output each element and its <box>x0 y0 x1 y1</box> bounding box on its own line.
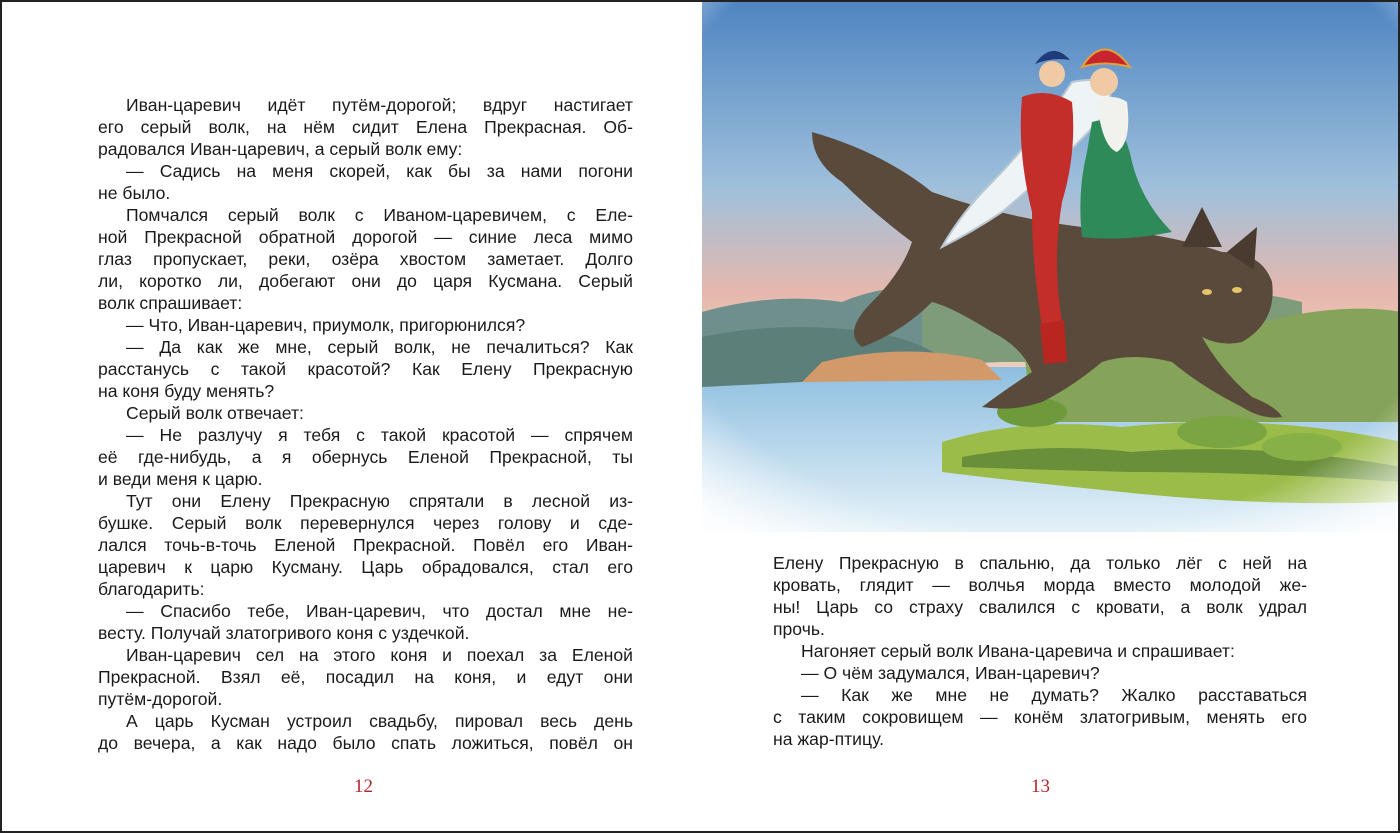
text-line: на жар-птицу. <box>773 729 884 749</box>
wolf-carrying-ivan-and-elena-illustration <box>702 2 1400 532</box>
text-line: Иван-царевич идёт путём-дорогой; вдруг настигает <box>126 95 633 115</box>
text-line: не было. <box>98 183 171 203</box>
text-line: Нагоняет серый волк Ивана-царевича и спрашивает: <box>801 641 1235 661</box>
text-line: — Как же мне не думать? Жалко расставаться <box>801 685 1307 705</box>
text-line: волк спрашивает: <box>98 293 243 313</box>
right-page-text <box>773 552 1307 750</box>
text-line: с таким сокровищем — конём златогривым, менять его <box>773 707 1307 727</box>
text-line: царевич к царю Кусману. Царь обрадовался, стал его <box>98 557 633 577</box>
text-line: — Не разлучу я тебя с такой красотой — спрячем <box>126 425 633 445</box>
text-line: кровать, глядит — волчья морда вместо молодой же- <box>773 575 1307 595</box>
text-line: лался точь-в-точь Еленой Прекрасной. Повёл его Иван- <box>98 535 633 555</box>
text-line: — Спасибо тебе, Иван-царевич, что достал мне не- <box>126 601 633 621</box>
text-line: Прекрасной. Взял её, посадил на коня, и едут они <box>98 667 633 687</box>
text-line: глаз пропускает, реки, озёра хвостом заметает. Долго <box>98 249 633 269</box>
text-line: путём-дорогой. <box>98 689 223 709</box>
text-line: благодарить: <box>98 579 205 599</box>
text-line: прочь. <box>773 619 825 639</box>
text-line: А царь Кусман устроил свадьбу, пировал весь день <box>126 711 633 731</box>
text-line: её где-нибудь, а я обернусь Еленой Прекрасной, ты <box>98 447 633 467</box>
text-line: Помчался серый волк с Иваном-царевичем, с Еле- <box>126 205 633 225</box>
text-line: до вечера, а как надо было спать ложиться, повёл он <box>98 733 633 753</box>
text-line: его серый волк, на нём сидит Елена Прекрасная. Об- <box>98 117 633 137</box>
text-line: — Что, Иван-царевич, приумолк, пригорюнился? <box>126 315 526 335</box>
text-line: Елену Прекрасную в спальню, да только лёг с ней на <box>773 553 1307 573</box>
text-line: Тут они Елену Прекрасную спрятали в лесной из- <box>126 491 633 511</box>
text-line: Серый волк отвечает: <box>126 403 304 423</box>
text-line: радовался Иван-царевич, а серый волк ему: <box>98 139 463 159</box>
text-line: расстанусь с такой красотой? Как Елену Прекрасную <box>98 359 633 379</box>
text-line: ли, коротко ли, добегают они до царя Кусмана. Серый <box>98 271 633 291</box>
text-line: — О чём задумался, Иван-царевич? <box>801 663 1100 683</box>
text-line: — Да как же мне, серый волк, не печалиться? Как <box>126 337 633 357</box>
text-line: и веди меня к царю. <box>98 469 263 489</box>
page-number-right: 13 <box>1031 776 1050 797</box>
text-line: на коня буду менять? <box>98 381 275 401</box>
text-line: Иван-царевич сел на этого коня и поехал за Еленой <box>126 645 633 665</box>
text-line: ны! Царь со страху свалился с кровати, а волк удрал <box>773 597 1307 617</box>
illustration-vignette <box>702 2 1400 532</box>
page-number-left: 12 <box>354 776 373 797</box>
text-line: весту. Получай златогривого коня с уздечкой. <box>98 623 470 643</box>
text-line: — Садись на меня скорей, как бы за нами погони <box>126 161 633 181</box>
left-page-text <box>98 94 633 754</box>
text-line: бушке. Серый волк перевернулся через голову и сде- <box>98 513 633 533</box>
text-line: ной Прекрасной обратной дорогой — синие леса мимо <box>98 227 633 247</box>
